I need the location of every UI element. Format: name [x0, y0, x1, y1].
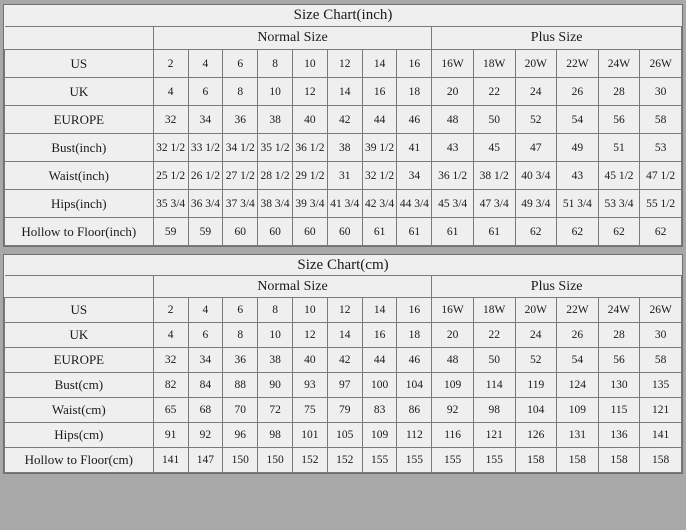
cell: 47 1/2 — [640, 162, 682, 190]
cell: 101 — [293, 423, 328, 448]
cell: 61 — [397, 218, 432, 246]
cell: 38 — [258, 348, 293, 373]
table-row — [5, 50, 682, 78]
cell: 18W — [473, 298, 515, 323]
cell: 20 — [432, 323, 474, 348]
cell: 44 — [362, 348, 397, 373]
cell: 56 — [598, 348, 640, 373]
cell: 46 — [397, 106, 432, 134]
table-row — [5, 398, 682, 423]
cell: 116 — [432, 423, 474, 448]
cell: 27 1/2 — [223, 162, 258, 190]
cell: 16 — [397, 298, 432, 323]
table-row — [5, 78, 682, 106]
cell: 36 3/4 — [188, 190, 223, 218]
cell: 24 — [515, 323, 557, 348]
cell: 16W — [432, 50, 474, 78]
cell: 40 3/4 — [515, 162, 557, 190]
cell: 92 — [432, 398, 474, 423]
cell: 37 3/4 — [223, 190, 258, 218]
cell: 62 — [640, 218, 682, 246]
cell: 8 — [258, 50, 293, 78]
cell: 92 — [188, 423, 223, 448]
cell: 31 — [327, 162, 362, 190]
cell: 25 1/2 — [153, 162, 188, 190]
cell: 33 1/2 — [188, 134, 223, 162]
cell: 2 — [153, 50, 188, 78]
cell: 45 1/2 — [598, 162, 640, 190]
cell: 88 — [223, 373, 258, 398]
cell: 51 — [598, 134, 640, 162]
cell: 44 — [362, 106, 397, 134]
cell: 155 — [473, 448, 515, 473]
cell: 42 3/4 — [362, 190, 397, 218]
cell: 32 1/2 — [153, 134, 188, 162]
cell: 4 — [188, 50, 223, 78]
cell: 152 — [327, 448, 362, 473]
cell: 82 — [153, 373, 188, 398]
cell: 155 — [397, 448, 432, 473]
cell: 30 — [640, 78, 682, 106]
cell: 155 — [362, 448, 397, 473]
cell: 121 — [473, 423, 515, 448]
table-row — [5, 134, 682, 162]
cell: 26 — [557, 323, 599, 348]
cell: 79 — [327, 398, 362, 423]
cell: 4 — [153, 323, 188, 348]
cell: 49 3/4 — [515, 190, 557, 218]
corner-cell — [5, 27, 154, 50]
cell: 50 — [473, 106, 515, 134]
cell: 24 — [515, 78, 557, 106]
cell: 59 — [188, 218, 223, 246]
cell: 75 — [293, 398, 328, 423]
cell: 104 — [515, 398, 557, 423]
cell: 61 — [432, 218, 474, 246]
cell: 16 — [362, 78, 397, 106]
table-row — [5, 348, 682, 373]
cell: 52 — [515, 106, 557, 134]
cell: 22W — [557, 298, 599, 323]
cell: 90 — [258, 373, 293, 398]
table-row — [5, 298, 682, 323]
cell: 65 — [153, 398, 188, 423]
cell: 43 — [557, 162, 599, 190]
row-label: Hollow to Floor(inch) — [5, 218, 154, 246]
cell: 70 — [223, 398, 258, 423]
row-label: Hips(cm) — [5, 423, 154, 448]
group-normal-size: Normal Size — [153, 276, 432, 298]
cell: 62 — [598, 218, 640, 246]
row-label: US — [5, 50, 154, 78]
cell: 36 1/2 — [293, 134, 328, 162]
cell: 53 — [640, 134, 682, 162]
cell: 121 — [640, 398, 682, 423]
cell: 115 — [598, 398, 640, 423]
cell: 6 — [188, 323, 223, 348]
cell: 30 — [640, 323, 682, 348]
cell: 14 — [327, 323, 362, 348]
table-group-row — [5, 276, 682, 298]
cell: 47 3/4 — [473, 190, 515, 218]
cell: 35 1/2 — [258, 134, 293, 162]
cell: 147 — [188, 448, 223, 473]
cell: 59 — [153, 218, 188, 246]
cell: 93 — [293, 373, 328, 398]
cell: 32 — [153, 348, 188, 373]
cell: 52 — [515, 348, 557, 373]
cell: 109 — [432, 373, 474, 398]
cell: 109 — [557, 398, 599, 423]
row-label: Bust(cm) — [5, 373, 154, 398]
cell: 18 — [397, 323, 432, 348]
cell: 60 — [223, 218, 258, 246]
cell: 24W — [598, 50, 640, 78]
cell: 38 — [258, 106, 293, 134]
cell: 4 — [188, 298, 223, 323]
cell: 36 — [223, 106, 258, 134]
group-normal-size: Normal Size — [153, 27, 432, 50]
cell: 58 — [640, 106, 682, 134]
cell: 38 1/2 — [473, 162, 515, 190]
cell: 40 — [293, 106, 328, 134]
cell: 39 3/4 — [293, 190, 328, 218]
cell: 45 — [473, 134, 515, 162]
cell: 119 — [515, 373, 557, 398]
cell: 8 — [258, 298, 293, 323]
cell: 40 — [293, 348, 328, 373]
cell: 60 — [327, 218, 362, 246]
cell: 42 — [327, 106, 362, 134]
cell: 28 — [598, 78, 640, 106]
row-label: EUROPE — [5, 106, 154, 134]
cell: 8 — [223, 78, 258, 106]
cell: 61 — [473, 218, 515, 246]
table-title-row — [5, 5, 682, 27]
cell: 29 1/2 — [293, 162, 328, 190]
cell: 50 — [473, 348, 515, 373]
cell: 12 — [293, 323, 328, 348]
cell: 60 — [258, 218, 293, 246]
table-row — [5, 323, 682, 348]
cell: 16 — [362, 323, 397, 348]
table-row — [5, 106, 682, 134]
cell: 22 — [473, 323, 515, 348]
cell: 53 3/4 — [598, 190, 640, 218]
cell: 20W — [515, 298, 557, 323]
cell: 150 — [223, 448, 258, 473]
cell: 150 — [258, 448, 293, 473]
cell: 131 — [557, 423, 599, 448]
row-label: UK — [5, 323, 154, 348]
cell: 38 — [327, 134, 362, 162]
cell: 34 — [188, 106, 223, 134]
cell: 26W — [640, 50, 682, 78]
cell: 16 — [397, 50, 432, 78]
cell: 39 1/2 — [362, 134, 397, 162]
cell: 34 1/2 — [223, 134, 258, 162]
row-label: Hollow to Floor(cm) — [5, 448, 154, 473]
cell: 38 3/4 — [258, 190, 293, 218]
cell: 42 — [327, 348, 362, 373]
cell: 158 — [557, 448, 599, 473]
cell: 20 — [432, 78, 474, 106]
table-title-row — [5, 255, 682, 276]
cell: 62 — [557, 218, 599, 246]
row-label: Hips(inch) — [5, 190, 154, 218]
cell: 36 — [223, 348, 258, 373]
cell: 12 — [293, 78, 328, 106]
cell: 51 3/4 — [557, 190, 599, 218]
chart-title: Size Chart(inch) — [5, 5, 682, 27]
cell: 96 — [223, 423, 258, 448]
cell: 43 — [432, 134, 474, 162]
cell: 105 — [327, 423, 362, 448]
cell: 68 — [188, 398, 223, 423]
table-row — [5, 190, 682, 218]
cell: 141 — [153, 448, 188, 473]
cell: 98 — [473, 398, 515, 423]
cell: 152 — [293, 448, 328, 473]
cell: 158 — [515, 448, 557, 473]
cell: 44 3/4 — [397, 190, 432, 218]
cell: 109 — [362, 423, 397, 448]
cell: 26 — [557, 78, 599, 106]
cell: 100 — [362, 373, 397, 398]
cell: 12 — [327, 298, 362, 323]
cell: 20W — [515, 50, 557, 78]
cell: 6 — [188, 78, 223, 106]
cell: 4 — [153, 78, 188, 106]
cell: 34 — [397, 162, 432, 190]
cell: 2 — [153, 298, 188, 323]
group-plus-size: Plus Size — [432, 27, 682, 50]
cell: 6 — [223, 50, 258, 78]
table-row — [5, 448, 682, 473]
cell: 10 — [258, 323, 293, 348]
cell: 8 — [223, 323, 258, 348]
cell: 34 — [188, 348, 223, 373]
cell: 45 3/4 — [432, 190, 474, 218]
cell: 35 3/4 — [153, 190, 188, 218]
cell: 14 — [327, 78, 362, 106]
cell: 91 — [153, 423, 188, 448]
cell: 72 — [258, 398, 293, 423]
size-chart-cm-table — [4, 255, 682, 473]
cell: 22 — [473, 78, 515, 106]
size-chart-inch-table — [4, 5, 682, 246]
cell: 112 — [397, 423, 432, 448]
cell: 114 — [473, 373, 515, 398]
row-label: EUROPE — [5, 348, 154, 373]
cell: 26W — [640, 298, 682, 323]
cell: 83 — [362, 398, 397, 423]
cell: 158 — [598, 448, 640, 473]
cell: 60 — [293, 218, 328, 246]
cell: 54 — [557, 106, 599, 134]
group-plus-size: Plus Size — [432, 276, 682, 298]
cell: 32 1/2 — [362, 162, 397, 190]
cell: 41 — [397, 134, 432, 162]
cell: 98 — [258, 423, 293, 448]
table-row — [5, 162, 682, 190]
cell: 47 — [515, 134, 557, 162]
row-label: Bust(inch) — [5, 134, 154, 162]
cell: 10 — [293, 50, 328, 78]
cell: 124 — [557, 373, 599, 398]
cell: 41 3/4 — [327, 190, 362, 218]
cell: 28 1/2 — [258, 162, 293, 190]
cell: 28 — [598, 323, 640, 348]
cell: 12 — [327, 50, 362, 78]
cell: 84 — [188, 373, 223, 398]
cell: 155 — [432, 448, 474, 473]
cell: 18W — [473, 50, 515, 78]
cell: 49 — [557, 134, 599, 162]
cell: 126 — [515, 423, 557, 448]
cell: 55 1/2 — [640, 190, 682, 218]
cell: 158 — [640, 448, 682, 473]
cell: 58 — [640, 348, 682, 373]
cell: 136 — [598, 423, 640, 448]
cell: 97 — [327, 373, 362, 398]
row-label: Waist(inch) — [5, 162, 154, 190]
table-row — [5, 373, 682, 398]
cell: 61 — [362, 218, 397, 246]
cell: 135 — [640, 373, 682, 398]
row-label: UK — [5, 78, 154, 106]
table-row — [5, 423, 682, 448]
cell: 18 — [397, 78, 432, 106]
size-chart-inch-block — [3, 4, 683, 247]
cell: 36 1/2 — [432, 162, 474, 190]
row-label: US — [5, 298, 154, 323]
cell: 86 — [397, 398, 432, 423]
cell: 104 — [397, 373, 432, 398]
corner-cell — [5, 276, 154, 298]
cell: 32 — [153, 106, 188, 134]
size-chart-cm-block — [3, 254, 683, 474]
cell: 14 — [362, 50, 397, 78]
cell: 26 1/2 — [188, 162, 223, 190]
cell: 141 — [640, 423, 682, 448]
cell: 16W — [432, 298, 474, 323]
table-row — [5, 218, 682, 246]
cell: 14 — [362, 298, 397, 323]
cell: 10 — [258, 78, 293, 106]
cell: 22W — [557, 50, 599, 78]
cell: 130 — [598, 373, 640, 398]
cell: 54 — [557, 348, 599, 373]
cell: 48 — [432, 106, 474, 134]
cell: 62 — [515, 218, 557, 246]
cell: 10 — [293, 298, 328, 323]
chart-title: Size Chart(cm) — [5, 255, 682, 276]
cell: 24W — [598, 298, 640, 323]
cell: 56 — [598, 106, 640, 134]
cell: 48 — [432, 348, 474, 373]
cell: 6 — [223, 298, 258, 323]
cell: 46 — [397, 348, 432, 373]
row-label: Waist(cm) — [5, 398, 154, 423]
table-group-row — [5, 27, 682, 50]
